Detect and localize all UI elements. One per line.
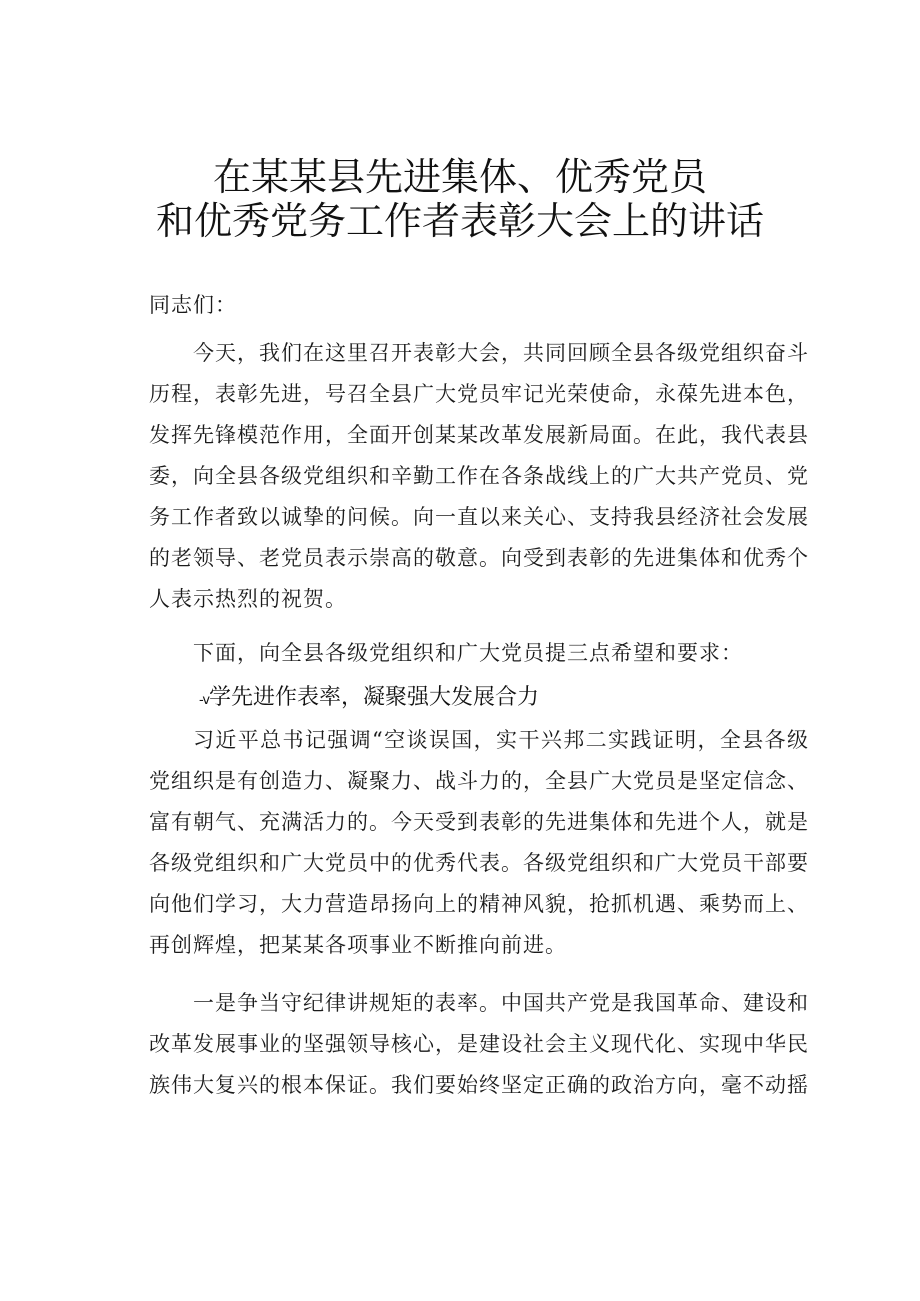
document-title-line-2: 和优秀党务工作者表彰大会上的讲话 xyxy=(155,199,764,243)
section-heading-text: 学先进作表率，凝聚强大发展合力 xyxy=(209,685,540,710)
paragraph-opening: 今天，我们在这里召开表彰大会，共同回顾全县各级党组织奋斗历程，表彰先进，号召全县广大党员牢记光荣使命，永葆先进本色，发挥先锋模范作用，全面开创某某改革发展新局面。在此，我代表县委，向全县各级党组织和辛勤工作在各条战线上的广大共产党员、党务工作者致以诚挚的问候。向一直以来关心、支持我县经济社会发展的老领导、老党员表示崇高的敬意。向受到表彰的先进集体和优秀个人表示热烈的祝贺。 xyxy=(149,341,809,611)
salutation: 同志们： xyxy=(149,293,237,317)
paragraph-quote: 习近平总书记强调“空谈误国，实干兴邦二实践证明，全县各级党组织是有创造力、凝聚力、战斗力的，全县广大党员是坚定信念、富有朝气、充满活力的。今天受到表彰的先进集体和先进个人，就是各级党组织和广大党员中的优秀代表。各级党组织和广大党员干部要向他们学习，大力营造昂扬向上的精神风貌，抢抓机遇、乘势而上、再创辉煌，把某某各项事业不断推向前进。 xyxy=(149,728,809,957)
section-heading-marker: -v xyxy=(199,693,210,708)
paragraph-discipline: 一是争当守纪律讲规矩的表率。中国共产党是我国革命、建设和改革发展事业的坚强领导核心，是建设社会主义现代化、实现中华民族伟大复兴的根本保证。我们要始终坚定正确的政治方向，毫不动摇 xyxy=(149,991,809,1097)
paragraph-requirements-intro: 下面，向全县各级党组织和广大党员提三点希望和要求： xyxy=(193,641,743,665)
section-heading xyxy=(199,676,539,723)
document-title-line-1: 在某某县先进集体、优秀党员 xyxy=(212,155,707,199)
